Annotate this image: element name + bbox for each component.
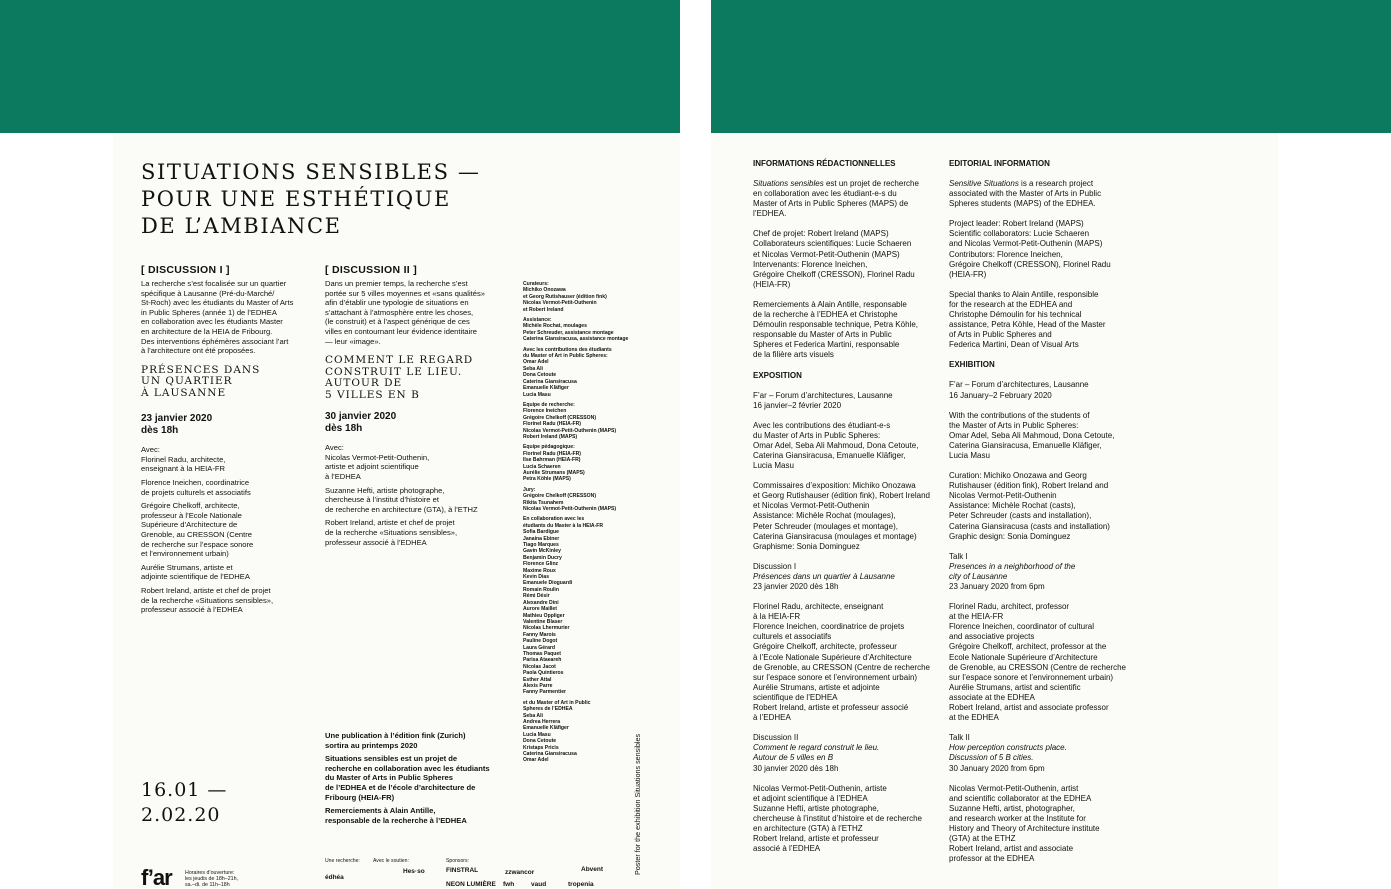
sponsor-logo-tropenia: tropenia xyxy=(568,881,594,888)
discussion-2-date-fr: 30 janvier 2020 dès 18h xyxy=(753,763,839,773)
talk-1-date-en: 23 January 2020 from 6pm xyxy=(949,582,1045,591)
far-logo: f’ar xyxy=(141,865,172,889)
discussion-1-date: 23 janvier 2020 dès 18h xyxy=(141,413,213,437)
sponsor-logo-edhea: édhéa xyxy=(325,874,344,881)
discussion-1-label-fr: Discussion I xyxy=(753,561,797,571)
discussion-2-intro: Dans un premier temps, la recherche s’est portée sur 5 villes moyennes et «sans qualités» afin d’établir une typologie de situations en s’attachant à l’atmosphère entre les choses, (le construit) et à l’aspect générique de ces villes en contournant leur évidence identitaire — leur «image». xyxy=(325,279,485,346)
discussion-1-people xyxy=(141,445,316,615)
sponsor-logo-zzwancor: zzwancor xyxy=(505,869,535,876)
exhibition-dates: 16.01 — 2.02.20 xyxy=(141,779,228,826)
green-header-band-left xyxy=(0,0,680,133)
sponsor-logo-fwh: fwh xyxy=(503,881,515,888)
talk-2-date-en: 30 January 2020 from 6pm xyxy=(949,763,1045,773)
credits-block: Avec les contributions des étudiants du Master of Art in Public Spheres: Omar Adel Seba Ali Dona Cetoute Caterina Giansiracusa Emanuelle Kläfiger Lucia Masu xyxy=(523,346,612,398)
project-name-en: Sensitive Situations xyxy=(949,179,1019,188)
discussion-2-people xyxy=(325,443,510,547)
vertical-caption: Poster for the exhibition Situations sensibles xyxy=(633,733,642,875)
far-opening-hours: Horaires d’ouverture: les jeudis de 18h–21h, sa.–di. de 11h–18h xyxy=(185,870,239,889)
poster-title: SITUATIONS SENSIBLES — POUR UNE ESTHÉTIQUE DE L’AMBIANCE xyxy=(141,160,481,238)
person-block: Avec: Nicolas Vermot-Petit-Outhenin, artiste et adjoint scientifique à l’EDHEA xyxy=(325,443,430,481)
discussion-2-label-fr: Discussion II xyxy=(753,733,799,743)
discussion-1-title-fr: Présences dans un quartier à Lausanne xyxy=(753,571,895,581)
credits-column xyxy=(523,281,648,764)
person-block: Avec: Florinel Radu, architecte, enseignant à la HEIA-FR xyxy=(141,445,226,474)
discussion-1-subtitle: PRÉSENCES DANS UN QUARTIER À LAUSANNE xyxy=(141,363,261,399)
thanks-fr: Remerciements à Alain Antille, responsable de la recherche à l’EDHEA et Christophe Démoulin responsable technique, Petra Köhle, responsable du Master of Arts in Public Spheres et Federica Martini, responsable de la filière arts visuels xyxy=(753,299,918,360)
talk-1-label-en: Talk I xyxy=(949,551,968,561)
discussion-1-people-fr: Florinel Radu, architecte, enseignant à la HEIA-FR Florence Ineichen, coordinatrice de projets culturels et associatifs Grégoire Chelkoff, architecte, professeur à l’Ecole Nationale Supérieure d’Architecture de Grenoble, au CRESSON (Centre de recherche sur l’espace sonore et l’environnement urbain) Aurélie Strumans, artiste et adjointe scientifique de l’EDHEA Robert Ireland, artiste et professeur associé à l’EDHEA xyxy=(753,602,930,723)
publication-note xyxy=(325,731,510,829)
publication-line: Une publication à l’édition fink (Zurich) sortira au printemps 2020 xyxy=(325,731,466,750)
sponsor-label-support: Avec le soutien: xyxy=(373,858,409,864)
discussion-2-date: 30 janvier 2020 dès 18h xyxy=(325,411,397,435)
sponsor-logo-neon-lumiere: NEON LUMIÈRE xyxy=(446,881,496,888)
editorial-heading-fr: INFORMATIONS RÉDACTIONNELLES xyxy=(753,159,896,168)
talk-2-title-en: How perception constructs place. Discussion of 5 B cities. xyxy=(949,743,1067,763)
talk-1-title-en: Presences in a neighborhood of the city of Lausanne xyxy=(949,561,1076,581)
discussion-1-date-fr: 23 janvier 2020 dès 18h xyxy=(753,582,839,591)
discussion-2-label: [ DISCUSSION II ] xyxy=(325,264,418,276)
french-column xyxy=(753,159,943,854)
discussion-1-column xyxy=(141,264,316,619)
thanks-en: Special thanks to Alain Antille, responsible for the research at the EDHEA and Christophe Démoulin for his technical assistance, Petra Köhle, Head of the Master of Arts in Public Spheres and Federica Martini, Dean of Visual Arts xyxy=(949,289,1106,350)
sponsor-label-research: Une recherche: xyxy=(325,858,360,864)
team-fr: Chef de projet: Robert Ireland (MAPS) Collaborateurs scientifiques: Lucie Schaeren et Nicolas Vermot-Petit-Outhenin (MAPS) Intervenants: Florence Ineichen, Grégoire Chelkoff (CRESSON), Florinel Radu (HEIA-FR) xyxy=(753,229,915,289)
project-name-fr: Situations sensibles xyxy=(753,179,824,188)
venue-en: F’ar – Forum d’architectures, Lausanne 16 January–2 February 2020 xyxy=(949,380,1089,400)
curators-en: Curation: Michiko Onozawa and Georg Rutishauser (édition fink), Robert Ireland and Nicolas Vermot-Petit-Outhenin Assistance: Michèle Rochat (casts), Peter Schreuder (casts and installation), Caterina Giansiracusa (casts and installation) Graphic design: Sonia Dominguez xyxy=(949,471,1110,541)
discussion-2-title-fr: Comment le regard construit le lieu. Autour de 5 villes en B xyxy=(753,743,880,763)
person-block: Robert Ireland, artiste et chef de projet de la recherche «Situations sensibles», professeur associé à l’EDHEA xyxy=(325,518,458,547)
discussion-2-people-fr: Nicolas Vermot-Petit-Outhenin, artiste et adjoint scientifique à l’EDHEA Suzanne Hefti, artiste photographe, chercheuse à l’institut d’histoire et de recherche en architecture (GTA) à l’ETHZ Robert Ireland, artiste et professeur associé à l’EDHEA xyxy=(753,783,922,854)
person-block: Aurélie Strumans, artiste et adjointe scientifique de l’EDHEA xyxy=(141,562,250,582)
intro-rest-en: is a research project associated with the Master of Arts in Public Spheres students (MAPS) of the EDHEA. xyxy=(949,179,1102,209)
credits-block: Equipe de recherche: Florence Ineichen Grégoire Chelkoff (CRESSON) Florinel Radu (HEIA-FR) Nicolas Vermot-Petit-Outhenin (MAPS) Robert Ireland (MAPS) xyxy=(523,401,617,440)
contributions-en: With the contributions of the students of the Master of Arts in Public Spheres: Omar Adel, Seba Ali Mahmoud, Dona Cetoute, Caterina Giansiracusa, Emanuelle Kläfiger, Lucia Masu xyxy=(949,410,1115,460)
team-en: Project leader: Robert Ireland (MAPS) Scientific collaborators: Lucie Schaeren and Nicolas Vermot-Petit-Outhenin (MAPS) Contributors: Florence Ineichen, Grégoire Chelkoff (CRESSON), Florinel Radu (HEIA-FR) xyxy=(949,219,1111,279)
intro-en xyxy=(949,179,1139,209)
discussion-1-label: [ DISCUSSION I ] xyxy=(141,264,230,276)
talk-2-people-en: Nicolas Vermot-Petit-Outhenin, artist and scientific collaborator at the EDHEA Suzanne Hefti, artist, photographer, and research worker at the Institute for History and Theory of Architecture institute (GTA) at the ETHZ Robert Ireland, artist and associate professor at the EDHEA xyxy=(949,783,1100,864)
talk-2-label-en: Talk II xyxy=(949,733,970,743)
sponsor-label-sponsors: Sponsors: xyxy=(446,858,469,864)
credits-block: Curateurs: Michiko Onozawa et Georg Rutishauser (édition fink) Nicolas Vermot-Petit-Outhenin et Robert Ireland xyxy=(523,281,607,313)
discussion-2-subtitle: COMMENT LE REGARD CONSTRUIT LE LIEU. AUTOUR DE 5 VILLES EN B xyxy=(325,354,474,401)
curators-fr: Commissaires d’exposition: Michiko Onozawa et Georg Rutishauser (édition fink), Robert Ireland et Nicolas Vermot-Petit-Outhenin Assistance: Michèle Rochat (moulages), Peter Schreuder (moulages et montage), Caterina Giansiracusa (moulages et montage) Graphisme: Sonia Dominguez xyxy=(753,481,930,551)
sponsor-logo-abvent: Abvent xyxy=(581,866,604,873)
sponsor-logo-finstral: FINSTRAL xyxy=(446,867,479,874)
credits-block: Jury: Grégoire Chelkoff (CRESSON) Rikita Tsunahem Nicolas Vermot-Petit-Outhenin (MAPS) xyxy=(523,486,617,512)
exhibition-heading-en: EXHIBITION xyxy=(949,360,995,370)
discussion-2-column xyxy=(325,264,510,551)
intro-rest-fr: est un projet de recherche en collaboration avec les étudiant-e-s du Master of Arts in Public Spheres (MAPS) de l’EDHEA. xyxy=(753,179,919,219)
credits-block: Equipe pédagogique: Florinel Radu (HEIA-FR) Ilse Bahrman (HEIA-FR) Lucia Schaeren Aurélie Strumans (MAPS) Petra Köhle (MAPS) xyxy=(523,444,585,483)
thanks-note: Remerciements à Alain Antille, responsable de la recherche à l’EDHEA xyxy=(325,806,467,825)
info-sheet xyxy=(711,133,1278,889)
poster-sheet xyxy=(113,133,680,889)
contributions-fr: Avec les contributions des étudiant-e-s du Master of Arts in Public Spheres: Omar Adel, Seba Ali Mahmoud, Dona Cetoute, Caterina Giansiracusa, Emanuelle Kläfiger, Lucia Masu xyxy=(753,420,919,471)
venue-fr: F’ar – Forum d’architectures, Lausanne 16 janvier–2 février 2020 xyxy=(753,390,893,410)
intro-fr xyxy=(753,179,943,219)
discussion-1-intro: La recherche s’est focalisée sur un quartier spécifique à Lausanne (Pré-du-Marché/ St-Roch) avec les étudiants du Master of Arts in Public Spheres (année 1) de l’EDHEA en collaboration avec les étudiants Master en architecture de la HEIA de Fribourg. Des interventions éphémères associant l’art à l’architecture ont été proposées. xyxy=(141,279,294,356)
exhibition-heading-fr: EXPOSITION xyxy=(753,370,802,380)
person-block: Suzanne Hefti, artiste photographe, chercheuse à l’institut d’histoire et de recherche en architecture (GTA), à l’ETHZ xyxy=(325,485,478,514)
talk-1-people-en: Florinel Radu, architect, professor at the HEIA-FR Florence Ineichen, coordinator of cultural and associative projects Grégoire Chelkoff, architect, professor at the Ecole Nationale Supérieure d’Architecture de Grenoble, au CRESSON (Centre de recherche sur l’espace sonore et l’environnement urbain) Aurélie Strumans, artist and scientific associate at the EDHEA Robert Ireland, artist and associate professor at the EDHEA xyxy=(949,602,1126,723)
project-description: Situations sensibles est un projet de recherche en collaboration avec les étudiants du Master of Arts in Public Spheres de l’EDHEA et de l’école d’architecture de Fribourg (HEIA-FR) xyxy=(325,754,490,802)
green-header-band-right xyxy=(711,0,1391,133)
credits-block: et du Master of Art in Public Spheres de l’EDHEA Seba Ali Andrea Herrera Emanuelle Kläfiger Lucia Masu Dona Cetoute Kristaps Pricis Caterina Giansiracusa Omar Adel xyxy=(523,699,591,764)
editorial-heading-en: EDITORIAL INFORMATION xyxy=(949,159,1050,168)
sponsor-logo-vaud: vaud xyxy=(531,881,547,888)
sponsor-logo-hesso: Hes·so xyxy=(403,868,425,875)
person-block: Grégoire Chelkoff, architecte, professeur à l’Ecole Nationale Supérieure d’Architecture de Grenoble, au CRESSON (Centre de recherche sur l’espace sonore et l’environnement urbain) xyxy=(141,501,254,559)
person-block: Florence Ineichen, coordinatrice de projets culturels et associatifs xyxy=(141,478,251,497)
credits-block: Assistance: Michèle Rochat, moulages Peter Schreuder, assistance montage Caterina Giansiracusa, assistance montage xyxy=(523,317,629,343)
person-block: Robert Ireland, artiste et chef de projet de la recherche «Situations sensibles», professeur associé à l’EDHEA xyxy=(141,585,274,615)
credits-block: En collaboration avec les étudiants du Master à la HEIA-FR Sofia Bardigue Janaina Ebiner Tiago Marques Gavin McKinley Benjamin Ducry Florence Glinz Maxime Roux Kevin Dias Emanuele Dioguardi Romain Roulin Rémi Désir Alexandre Dini Aurore Maillet Mathieu Oppliger Valentine Blaser Nicolas Lhermurier Fanny Marois Pauline Dogot Laura Gérard Thomas Paquet Parisa Ataeareh Nicolas Jacot Paola Quintieros Esther Attal Alexis Parre Fanny Parmentier xyxy=(523,516,604,696)
english-column xyxy=(949,159,1139,864)
